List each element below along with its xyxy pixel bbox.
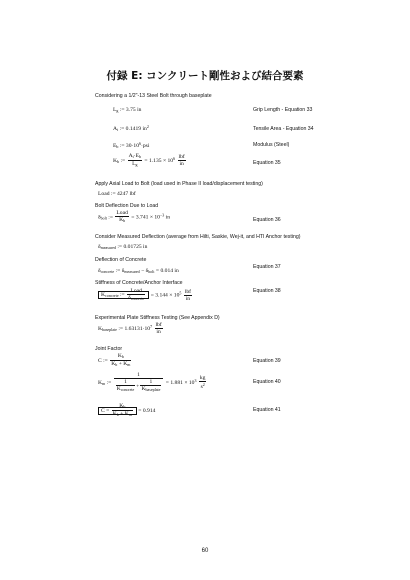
equation-ref: Tensile Area - Equation 34	[253, 126, 314, 132]
equation-ref: Equation 36	[253, 217, 281, 223]
equation-tensile-area: $A_t$ := 0.1419 $in^2$	[113, 124, 149, 132]
stiffness-heading: Stiffness of Concrete/Anchor Interface	[95, 280, 183, 286]
equation-ref: Equation 41	[253, 407, 281, 413]
equation-ref: Grip Length - Equation 33	[253, 107, 313, 113]
consider-line: Considering a 1/2"-13 Steel Bolt through baseplate	[95, 93, 212, 99]
equation-bolt-stiffness: $K_b$ := $\frac{A_t\cdot E_b}{L_g}$ = $1.135 \times 10^6$ $\frac{\text{lbf}}{in}$	[113, 153, 185, 167]
equation-modulus: $E_b$ := $30\cdot 10^6\cdot psi$	[113, 141, 150, 149]
page-number: 60	[201, 548, 209, 554]
equation-ref: Equation 40	[253, 379, 281, 385]
equation-bolt-deflection: $\delta_{bolt}$ := $\frac{\text{Load}}{K_b}$ = $3.741 \times 10^{-3}$ in	[98, 210, 171, 223]
equation-concrete-stiffness: $K_{concrete}$ := $\frac{\text{Load}}{\delta_{concrete}}$ = $3.144 \times 10^5$ $\frac{\text{lbf}}{in}$	[98, 288, 193, 302]
equation-grip-length: $L_g$ := 3.75 in	[113, 107, 142, 113]
equation-joint-factor-result: C = $\frac{K_b}{K_b + K_m}$ = 0.914	[98, 403, 155, 418]
apply-load-line: Apply Axial Load to Bolt (load used in Phase II load/displacement testing)	[95, 181, 263, 187]
equation-joint-factor-def: C := $\frac{K_b}{K_b + K_m}$	[98, 353, 131, 367]
equation-ref: Equation 38	[253, 288, 281, 294]
page-title: 付録 E: コンクリート剛性および結合要素	[106, 70, 304, 82]
equation-ref: Modulus (Steel)	[253, 142, 290, 148]
experimental-line: Experimental Plate Stiffness Testing (See Appendix D)	[95, 315, 220, 321]
bolt-deflection-heading: Bolt Deflection Due to Load	[95, 203, 159, 209]
concrete-deflection-heading: Deflection of Concrete	[95, 257, 147, 263]
equation-ref: Equation 35	[253, 160, 281, 166]
equation-measured-deflection: $\delta_{measured}$ := 0.01725 in	[98, 244, 148, 250]
equation-concrete-deflection: $\delta_{concrete}$ := $\delta_{measured} - \delta_{bolt} = 0.014$ in	[98, 268, 179, 274]
measured-deflection-line: Consider Measured Deflection (average from Hilti, Saskie, Wej-it, and HTI Anchor testing)	[95, 234, 301, 240]
equation-baseplate-stiffness: $K_{baseplate}$ := $1.63131\cdot 10^7$ $\frac{\text{lbf}}{in}$	[98, 322, 162, 335]
load-value: Load := 4247 lbf	[98, 191, 136, 197]
equation-ref: Equation 39	[253, 358, 281, 364]
equation-ref: Equation 37	[253, 264, 281, 270]
joint-factor-heading: Joint Factor	[95, 346, 123, 352]
equation-member-stiffness: $K_m$ := 1 $\frac{1}{K_{concrete}}$ + $\frac{1}{K_{baseplate}}$ = $1.881 \times 10^3$ $\frac{kg}{s^2}$	[98, 372, 206, 392]
